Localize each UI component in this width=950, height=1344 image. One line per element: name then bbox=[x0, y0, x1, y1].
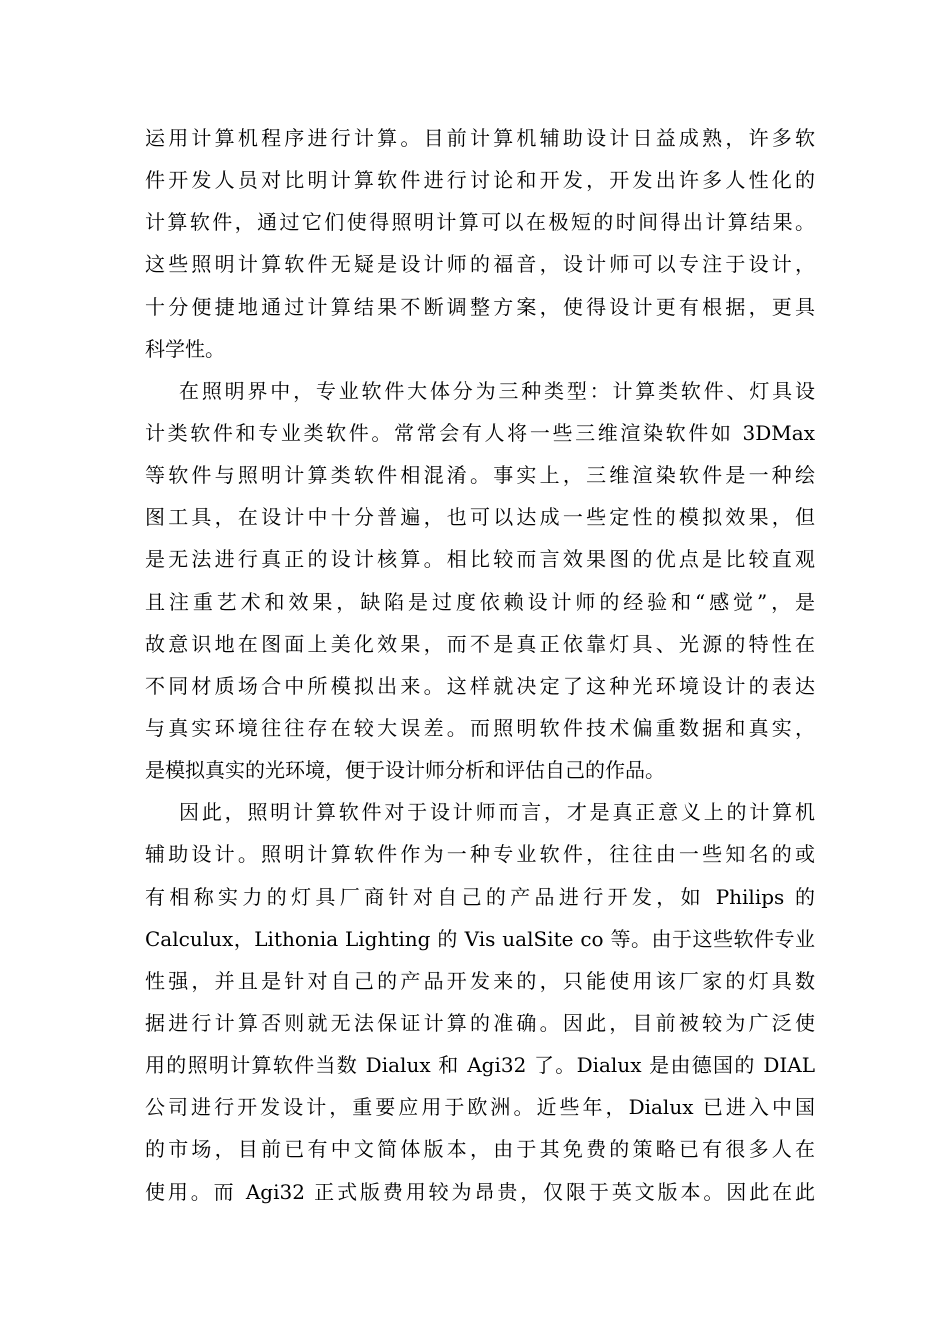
text-line: 的市场，目前已有中文简体版本，由于其免费的策略已有很多人在 bbox=[145, 1137, 815, 1162]
text-line: 用的照明计算软件当数 Dialux 和 Agi32 了。Dialux 是由德国的 DIAL bbox=[145, 1053, 815, 1078]
text-line: 科学性。 bbox=[145, 336, 225, 361]
text-line: 辅助设计。照明计算软件作为一种专业软件，往往由一些知名的或 bbox=[145, 842, 815, 867]
text-line: 件开发人员对比明计算软件进行讨论和开发，开发出许多人性化的 bbox=[145, 168, 815, 193]
text-line: 与真实环境往往存在较大误差。而照明软件技术偏重数据和真实， bbox=[145, 715, 815, 740]
text-line: 十分便捷地通过计算结果不断调整方案，使得设计更有根据，更具 bbox=[145, 294, 815, 319]
body-text bbox=[145, 117, 815, 1213]
text-line: 性强，并且是针对自己的产品开发来的，只能使用该厂家的灯具数 bbox=[145, 968, 815, 993]
text-line: 运用计算机程序进行计算。目前计算机辅助设计日益成熟，许多软 bbox=[145, 126, 815, 150]
text-line: 计类软件和专业类软件。常常会有人将一些三维渲染软件如 3DMax bbox=[145, 420, 815, 445]
text-line: 这些照明计算软件无疑是设计师的福音，设计师可以专注于设计， bbox=[145, 252, 815, 277]
text-line: 有相称实力的灯具厂商针对自己的产品进行开发，如 Philips 的 bbox=[145, 884, 815, 909]
paragraph bbox=[145, 370, 815, 791]
text-line: 计算软件，通过它们使得照明计算可以在极短的时间得出计算结果。 bbox=[145, 210, 815, 235]
text-line: 使用。而 Agi32 正式版费用较为昂贵，仅限于英文版本。因此在此 bbox=[145, 1179, 815, 1204]
text-line: 不同材质场合中所模拟出来。这样就决定了这种光环境设计的表达 bbox=[145, 673, 815, 698]
text-line: Calculux，Lithonia Lighting 的 Vis ualSite co 等。由于这些软件专业 bbox=[145, 926, 815, 951]
text-line: 故意识地在图面上美化效果，而不是真正依靠灯具、光源的特性在 bbox=[145, 631, 815, 656]
paragraph bbox=[145, 791, 815, 1212]
paragraph bbox=[145, 117, 815, 370]
text-line: 公司进行开发设计，重要应用于欧洲。近些年，Dialux 已进入中国 bbox=[145, 1095, 815, 1120]
text-line: 等软件与照明计算类软件相混淆。事实上，三维渲染软件是一种绘 bbox=[145, 463, 815, 488]
text-line: 且注重艺术和效果，缺陷是过度依赖设计师的经验和“感觉”，是 bbox=[145, 589, 815, 614]
text-line: 是模拟真实的光环境，便于设计师分析和评估自己的作品。 bbox=[145, 758, 665, 783]
text-line: 是无法进行真正的设计核算。相比较而言效果图的优点是比较直观 bbox=[145, 547, 815, 572]
text-line: 在照明界中，专业软件大体分为三种类型：计算类软件、灯具设 bbox=[179, 378, 815, 403]
text-line: 因此，照明计算软件对于设计师而言，才是真正意义上的计算机 bbox=[179, 800, 815, 825]
text-line: 据进行计算否则就无法保证计算的准确。因此，目前被较为广泛使 bbox=[145, 1010, 815, 1035]
text-line: 图工具，在设计中十分普遍，也可以达成一些定性的模拟效果，但 bbox=[145, 505, 815, 530]
